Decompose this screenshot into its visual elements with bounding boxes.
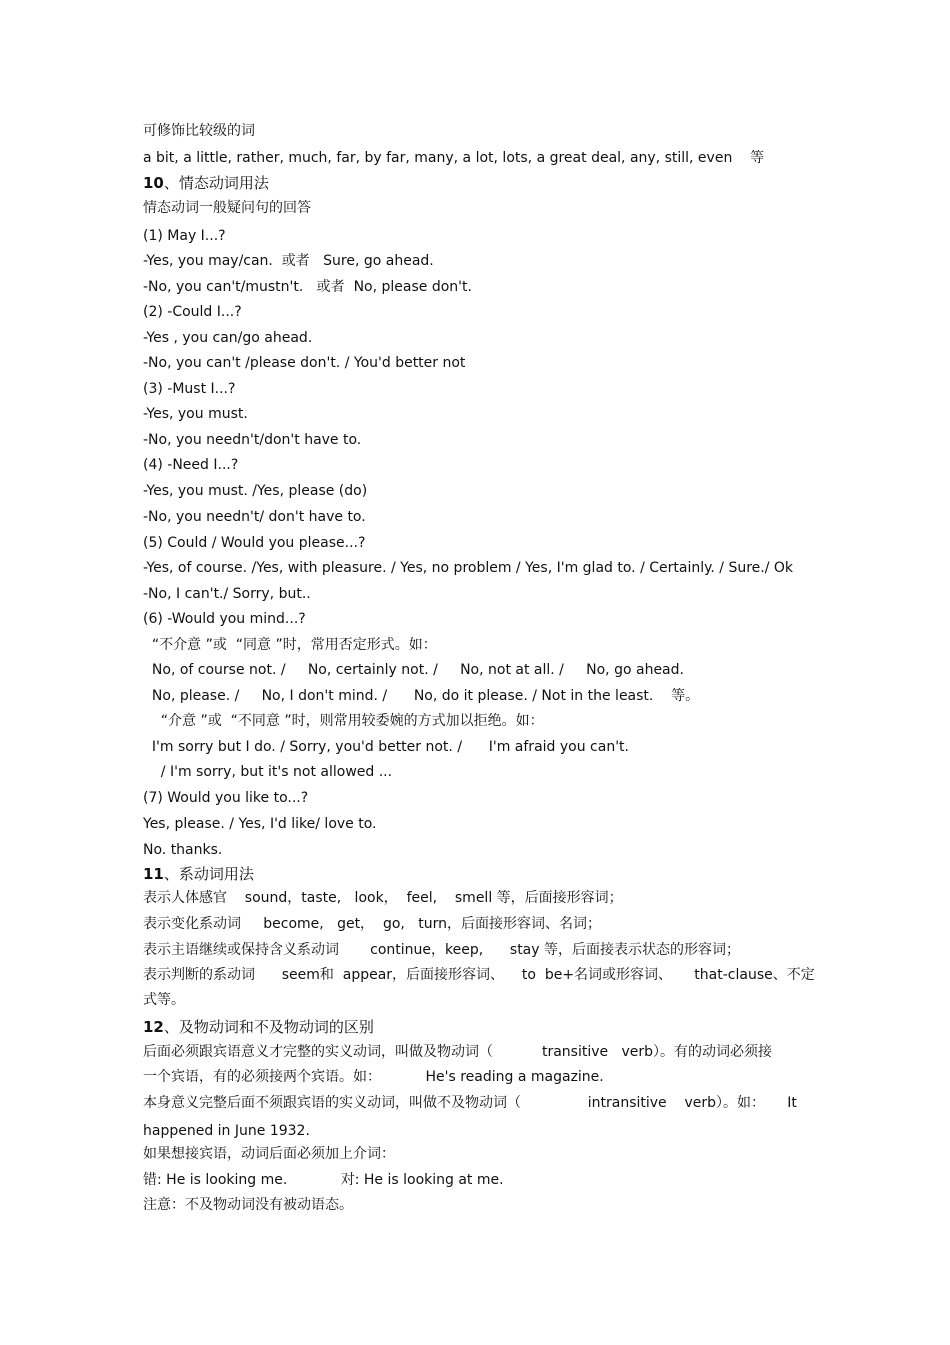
text-line: Yes, please. / Yes, I'd like/ love to.: [143, 816, 377, 832]
text-line: a bit, a little, rather, much, far, by far, many, a lot, lots, a great deal, any, still, even 等: [143, 150, 765, 166]
text-line: / I'm sorry, but it's not allowed ...: [143, 764, 393, 780]
text-line: -Yes, of course. /Yes, with pleasure. / Yes, no problem / Yes, I'm glad to. / Certainly. / Sure./ Ok: [143, 560, 794, 576]
text-line: (6) -Would you mind...?: [143, 611, 306, 627]
text-line: 表示变化系动词 become, get， go, turn，后面接形容词、名词；: [143, 916, 601, 932]
text-line: I'm sorry but I do. / Sorry, you'd better not. / I'm afraid you can't.: [143, 739, 629, 755]
heading-number: 11: [143, 865, 164, 883]
text-line: 可修饰比较级的词: [143, 123, 255, 139]
text-line: “不介意 ”或 “同意 ”时，常用否定形式。如：: [143, 637, 437, 653]
text-line: -Yes, you must.: [143, 406, 248, 422]
text-line: “介意 ”或 “不同意 ”时，则常用较委婉的方式加以拒绝。如：: [143, 713, 544, 729]
text-line: -No, you needn't/ don't have to.: [143, 509, 366, 525]
section-heading-10: [143, 174, 269, 192]
text-line: (2) -Could I...?: [143, 304, 242, 320]
text-line: 注意：不及物动词没有被动语态。: [143, 1197, 353, 1213]
text-line: happened in June 1932.: [143, 1123, 310, 1139]
text-line: 表示判断的系动词 seem和 appear，后面接形容词、 to be+名词或形容词、 that-clause、不定: [143, 967, 815, 983]
heading-text: 、及物动词和不及物动词的区别: [163, 1018, 374, 1036]
heading-number: 12: [143, 1018, 164, 1036]
section-heading-12: [143, 1018, 374, 1036]
text-line: -No, you can't /please don't. / You'd better not: [143, 355, 466, 371]
text-line: 如果想接宾语，动词后面必须加上介词：: [143, 1146, 395, 1162]
text-line: (3) -Must I...?: [143, 381, 236, 397]
heading-number: 10: [143, 174, 164, 192]
heading-text: 、情态动词用法: [163, 174, 269, 192]
text-line: 后面必须跟宾语意义才完整的实义动词，叫做及物动词（ transitive verb）。有的动词必须接: [143, 1044, 772, 1060]
text-line: -Yes, you must. /Yes, please (do): [143, 483, 368, 499]
heading-text: 、系动词用法: [163, 865, 254, 883]
text-line: -No, you can't/mustn't. 或者 No, please don't.: [143, 279, 472, 295]
section-heading-11: [143, 865, 254, 883]
text-line: 情态动词一般疑问句的回答: [143, 200, 311, 216]
text-line: -Yes , you can/go ahead.: [143, 330, 313, 346]
text-line: (5) Could / Would you please...?: [143, 535, 366, 551]
text-line: No, of course not. / No, certainly not. / No, not at all. / No, go ahead.: [143, 662, 684, 678]
text-line: 式等。: [143, 992, 185, 1008]
text-line: -Yes, you may/can. 或者 Sure, go ahead.: [143, 253, 434, 269]
text-line: 表示主语继续或保持含义系动词 continue，keep, stay 等，后面接表示状态的形容词；: [143, 942, 740, 958]
text-line: (1) May I...?: [143, 228, 226, 244]
text-line: -No, you needn't/don't have to.: [143, 432, 362, 448]
text-line: 错: He is looking me. 对: He is looking at me.: [143, 1172, 504, 1188]
text-line: (4) -Need I...?: [143, 457, 239, 473]
text-line: No, please. / No, I don't mind. / No, do it please. / Not in the least. 等。: [143, 688, 700, 704]
text-line: -No, I can't./ Sorry, but..: [143, 586, 311, 602]
text-line: 本身意义完整后面不须跟宾语的实义动词，叫做不及物动词（ intransitive verb）。如： It: [143, 1095, 797, 1111]
text-line: 一个宾语，有的必须接两个宾语。如： He's reading a magazine.: [143, 1069, 604, 1085]
text-line: No. thanks.: [143, 842, 223, 858]
text-line: (7) Would you like to...?: [143, 790, 309, 806]
text-line: 表示人体感官 sound，taste, look， feel, smell 等，后面接形容词；: [143, 890, 623, 906]
